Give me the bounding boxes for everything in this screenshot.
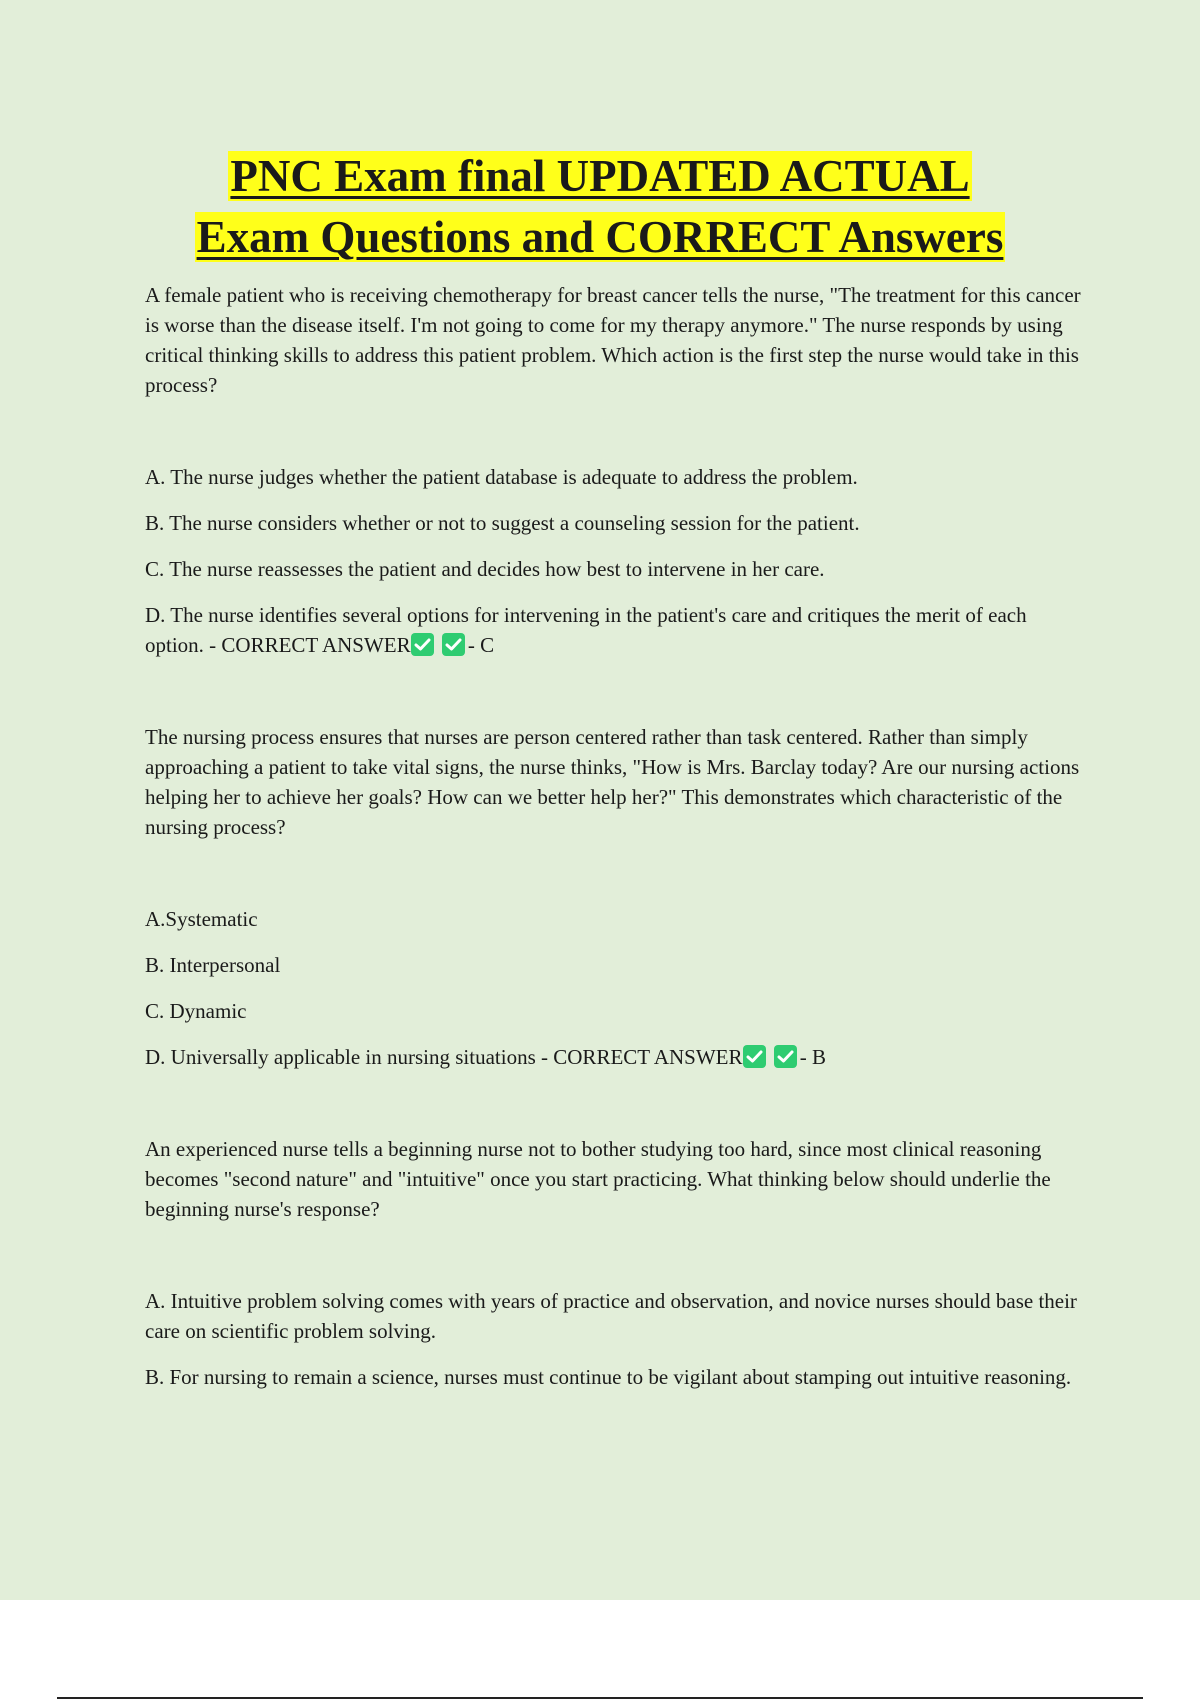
document-content (145, 280, 1090, 1392)
check-mark-icon (411, 633, 434, 656)
option-b: B. The nurse considers whether or not to suggest a counseling session for the patient. (145, 511, 860, 535)
document-title (0, 146, 1200, 268)
title-line-1: PNC Exam final UPDATED ACTUAL (230, 151, 970, 201)
question-text: An experienced nurse tells a beginning nurse not to bother studying too hard, since most clinical reasoning becomes "second nature" and "intuitive" once you start practicing. What thinking below should underlie the beginning nurse's response? (145, 1137, 1051, 1221)
check-mark-icon (442, 633, 465, 656)
question-block-1 (145, 280, 1090, 660)
option-a: A.Systematic (145, 907, 258, 931)
option-a: A. Intuitive problem solving comes with years of practice and observation, and novice nurses should base their care on scientific problem solving. (145, 1289, 1077, 1343)
question-block-3 (145, 1134, 1090, 1392)
question-block-2 (145, 722, 1090, 1072)
footer-divider (57, 1697, 1143, 1699)
option-d-text: D. Universally applicable in nursing situations - CORRECT ANSWER (145, 1045, 743, 1069)
answer-suffix: - B (799, 1045, 826, 1069)
option-b: B. For nursing to remain a science, nurses must continue to be vigilant about stamping out intuitive reasoning. (145, 1365, 1072, 1389)
check-mark-icon (743, 1045, 766, 1068)
answer-suffix: - C (467, 633, 495, 657)
option-d-text: D. The nurse identifies several options for intervening in the patient's care and critiques the merit of each option. - CORRECT ANSWER (145, 603, 1027, 657)
question-text: The nursing process ensures that nurses are person centered rather than task centered. Rather than simply approaching a patient to take vital signs, the nurse thinks, "How is Mrs. Barclay today? Are our nursing actions helping her to achieve her goals? How can we better help her?" This demonstrates which characteristic of the nursing process? (145, 725, 1080, 839)
option-b: B. Interpersonal (145, 953, 281, 977)
title-line-2: Exam Questions and CORRECT Answers (196, 212, 1004, 262)
option-d (145, 1042, 1090, 1072)
option-a: A. The nurse judges whether the patient database is adequate to address the problem. (145, 465, 858, 489)
question-text: A female patient who is receiving chemotherapy for breast cancer tells the nurse, "The treatment for this cancer is worse than the disease itself. I'm not going to come for my therapy anymore." The nurse responds by using critical thinking skills to address this patient problem. Which action is the first step the nurse would take in this process? (145, 283, 1081, 397)
option-c: C. The nurse reassesses the patient and decides how best to intervene in her care. (145, 557, 825, 581)
check-mark-icon (774, 1045, 797, 1068)
option-d (145, 600, 1090, 660)
option-c: C. Dynamic (145, 999, 247, 1023)
